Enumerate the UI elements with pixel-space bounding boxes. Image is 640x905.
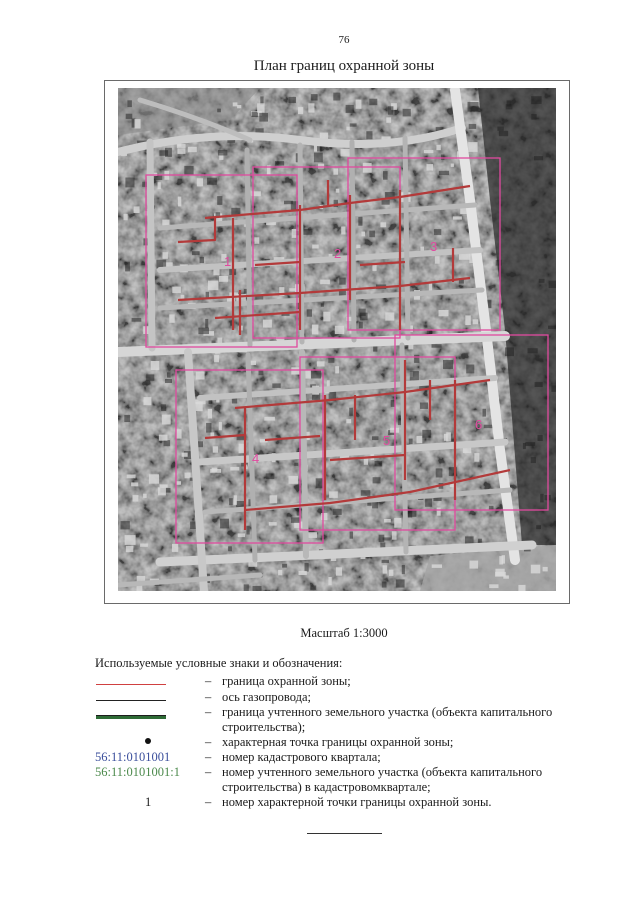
tree-shadow <box>361 490 371 496</box>
tree-shadow <box>272 383 280 388</box>
tree-shadow <box>346 105 354 113</box>
tree-shadow <box>536 525 541 529</box>
tree-shadow <box>291 517 300 523</box>
tree-shadow <box>165 379 172 383</box>
tree-shadow <box>127 100 131 107</box>
tree-shadow <box>436 468 443 477</box>
tree-shadow <box>184 166 193 176</box>
tree-shadow <box>339 278 346 285</box>
building-roof <box>356 100 362 109</box>
tree-shadow <box>192 251 200 255</box>
building-roof <box>424 150 434 153</box>
building-roof <box>427 164 434 171</box>
building-roof <box>356 245 360 249</box>
building-roof <box>436 145 440 150</box>
building-roof <box>383 565 388 573</box>
building-roof <box>453 216 462 219</box>
tree-shadow <box>432 344 442 348</box>
tree-shadow <box>434 229 441 235</box>
building-roof <box>237 105 241 108</box>
tree-shadow <box>229 498 233 505</box>
legend-text: ось газопровода; <box>222 690 312 704</box>
building-roof <box>312 245 319 249</box>
building-roof <box>219 422 222 430</box>
legend-dash: – <box>205 690 212 704</box>
green-line-icon <box>96 715 166 719</box>
tree-shadow <box>350 532 353 539</box>
building-roof <box>346 419 351 423</box>
tree-shadow <box>538 435 543 441</box>
zone-label-6: 6 <box>475 417 483 432</box>
building-roof <box>131 482 138 486</box>
building-roof <box>473 319 478 324</box>
tree-shadow <box>496 260 502 266</box>
red-line-icon <box>96 684 166 685</box>
legend-dash: – <box>205 674 212 688</box>
building-roof <box>219 276 228 282</box>
tree-shadow <box>314 153 323 163</box>
building-roof <box>468 142 477 152</box>
building-roof <box>160 484 168 487</box>
building-roof <box>214 355 219 362</box>
road <box>150 142 152 348</box>
legend-item-pipeline-axis <box>95 690 565 705</box>
tree-shadow <box>383 171 388 180</box>
building-roof <box>213 269 219 276</box>
building-roof <box>158 487 166 495</box>
street <box>352 142 354 340</box>
building-roof <box>208 409 212 419</box>
zone-label-2: 2 <box>334 246 342 261</box>
building-roof <box>213 446 218 452</box>
building-roof <box>380 222 386 227</box>
tree-shadow <box>206 423 211 433</box>
building-roof <box>333 169 338 175</box>
tree-shadow <box>161 404 166 411</box>
building-roof <box>270 495 278 503</box>
tree-shadow <box>303 229 313 235</box>
end-rule <box>307 833 382 834</box>
building-roof <box>308 103 314 112</box>
tree-shadow <box>205 319 208 328</box>
building-roof <box>474 453 479 462</box>
page-title: План границ охранной зоны <box>253 58 435 74</box>
tree-shadow <box>220 519 229 529</box>
building-roof <box>196 372 205 380</box>
building-roof <box>208 281 218 291</box>
building-roof <box>470 561 479 569</box>
building-roof <box>336 567 342 575</box>
building-roof <box>169 314 174 322</box>
building-roof <box>134 206 140 213</box>
building-roof <box>385 312 394 320</box>
tree-shadow <box>468 102 479 112</box>
tree-shadow <box>316 478 323 488</box>
tree-shadow <box>388 106 394 114</box>
legend-symbol <box>95 765 200 780</box>
legend-item-characteristic-point <box>95 735 565 750</box>
tree-shadow <box>275 161 284 166</box>
tree-shadow <box>207 178 217 185</box>
building-roof <box>499 556 503 564</box>
building-roof <box>151 361 160 370</box>
tree-shadow <box>539 279 545 283</box>
building-roof <box>149 474 159 483</box>
building-roof <box>335 366 339 373</box>
building-roof <box>263 320 272 328</box>
tree-shadow <box>373 346 377 351</box>
page-number: 76 <box>338 34 350 46</box>
tree-shadow <box>321 303 324 307</box>
building-roof <box>323 312 330 322</box>
tree-shadow <box>535 382 543 387</box>
legend-text: характерная точка границы охранной зоны; <box>222 735 454 749</box>
legend-item-land-plot-number <box>95 765 565 794</box>
tree-shadow <box>253 586 262 591</box>
legend-text: номер учтенного земельного участка (объекта капитального строительства) в кадастровомквартале; <box>222 765 543 794</box>
tree-shadow <box>167 372 171 377</box>
tree-shadow <box>540 494 544 503</box>
tree-shadow <box>373 477 381 483</box>
tree-shadow <box>305 563 309 572</box>
building-roof <box>417 436 423 443</box>
tree-shadow <box>420 403 428 409</box>
building-roof <box>269 522 277 526</box>
legend-item-point-number <box>95 795 565 810</box>
tree-shadow <box>246 526 249 535</box>
tree-shadow <box>350 123 357 126</box>
tree-shadow <box>125 262 130 272</box>
building-roof <box>543 567 548 572</box>
tree-shadow <box>252 112 258 117</box>
tree-shadow <box>165 148 172 157</box>
building-roof <box>495 569 504 576</box>
tree-shadow <box>484 425 493 428</box>
tree-shadow <box>403 109 411 117</box>
building-roof <box>185 473 191 479</box>
building-roof <box>159 435 168 441</box>
building-roof <box>328 577 331 585</box>
legend-item-zone-boundary <box>95 674 565 689</box>
legend-dash: – <box>205 765 212 779</box>
tree-shadow <box>548 326 556 329</box>
map-frame <box>104 80 570 604</box>
building-roof <box>386 117 391 122</box>
building-roof <box>172 287 181 294</box>
tree-shadow <box>506 104 513 109</box>
tree-shadow <box>549 281 556 289</box>
tree-shadow <box>383 537 391 540</box>
tree-shadow <box>307 309 312 316</box>
tree-shadow <box>294 463 298 466</box>
building-roof <box>318 164 324 169</box>
tree-shadow <box>466 365 474 374</box>
tree-shadow <box>382 582 387 588</box>
tree-shadow <box>146 374 154 380</box>
tree-shadow <box>369 99 377 106</box>
land-plot-code: 56:11:0101001:1 <box>95 765 180 779</box>
tree-shadow <box>206 292 209 298</box>
building-roof <box>317 361 325 366</box>
tree-shadow <box>391 400 395 407</box>
tree-shadow <box>439 171 449 175</box>
building-roof <box>489 584 498 588</box>
building-roof <box>346 127 349 131</box>
building-roof <box>230 467 239 471</box>
tree-shadow <box>505 347 514 356</box>
building-roof <box>257 103 265 112</box>
legend-symbol <box>95 705 200 720</box>
legend-symbol <box>95 795 200 810</box>
building-roof <box>133 495 139 502</box>
building-roof <box>429 283 432 291</box>
building-roof <box>437 508 441 516</box>
legend-heading: Используемые условные знаки и обозначения: <box>95 656 343 670</box>
tree-shadow <box>497 127 503 131</box>
tree-shadow <box>469 124 477 129</box>
building-roof <box>125 535 136 545</box>
building-roof <box>392 531 397 540</box>
tree-shadow <box>125 178 134 188</box>
building-roof <box>291 367 300 374</box>
building-roof <box>144 397 152 405</box>
tree-shadow <box>218 150 227 156</box>
legend-text: граница учтенного земельного участка (объекта капитального строительства); <box>222 705 553 734</box>
building-roof <box>341 227 345 235</box>
building-roof <box>299 571 307 575</box>
building-roof <box>234 495 237 505</box>
tree-shadow <box>200 257 204 263</box>
building-roof <box>298 107 303 114</box>
building-roof <box>124 214 128 221</box>
building-roof <box>394 518 401 528</box>
tree-shadow <box>483 409 487 417</box>
map-image <box>118 88 556 591</box>
building-roof <box>389 570 393 576</box>
legend-dash: – <box>205 705 212 719</box>
building-roof <box>312 325 318 335</box>
building-roof <box>446 432 451 441</box>
building-roof <box>177 148 185 154</box>
point-number-sample: 1 <box>145 795 152 809</box>
legend-dash: – <box>205 795 212 809</box>
building-roof <box>320 280 330 285</box>
tree-shadow <box>402 565 405 574</box>
building-roof <box>182 453 188 457</box>
tree-shadow <box>372 436 379 440</box>
building-roof <box>384 519 391 523</box>
legend-symbol <box>95 735 200 750</box>
tree-shadow <box>409 439 413 445</box>
legend-item-land-plot-boundary <box>95 705 565 734</box>
building-roof <box>289 288 297 291</box>
building-roof <box>292 229 297 238</box>
building-roof <box>336 189 340 193</box>
tree-shadow <box>425 499 432 507</box>
tree-shadow <box>525 442 535 446</box>
tree-shadow <box>217 109 221 113</box>
tree-shadow <box>531 114 536 120</box>
building-roof <box>305 370 311 378</box>
tree-shadow <box>349 408 353 416</box>
building-roof <box>435 256 440 264</box>
building-roof <box>329 491 338 498</box>
tree-shadow <box>396 579 405 587</box>
building-roof <box>289 476 299 484</box>
building-roof <box>465 315 471 325</box>
tree-shadow <box>528 348 538 353</box>
building-roof <box>143 494 147 498</box>
legend-text: номер кадастрового квартала; <box>222 750 381 764</box>
tree-shadow <box>132 318 142 322</box>
black-dot-icon <box>145 738 151 744</box>
tree-shadow <box>382 560 389 563</box>
building-roof <box>197 178 203 186</box>
map-scale: Масштаб 1:3000 <box>300 626 388 640</box>
building-roof <box>158 182 161 189</box>
building-roof <box>531 565 541 574</box>
legend-dash: – <box>205 750 212 764</box>
building-roof <box>451 164 454 167</box>
tree-shadow <box>311 369 321 378</box>
building-roof <box>188 147 197 153</box>
tree-shadow <box>259 371 264 376</box>
building-roof <box>162 415 171 425</box>
building-roof <box>363 163 372 173</box>
tree-shadow <box>311 94 318 100</box>
legend-dash: – <box>205 735 212 749</box>
tree-shadow <box>333 93 340 101</box>
building-roof <box>135 119 141 128</box>
building-roof <box>321 513 327 520</box>
tree-shadow <box>410 371 419 380</box>
tree-shadow <box>124 415 130 422</box>
tree-shadow <box>366 131 372 139</box>
tree-shadow <box>126 114 133 119</box>
street <box>302 352 306 556</box>
legend-text: граница охранной зоны; <box>222 674 351 688</box>
building-roof <box>518 585 525 591</box>
building-roof <box>439 310 449 316</box>
building-roof <box>264 417 275 421</box>
tree-shadow <box>228 546 232 551</box>
tree-shadow <box>551 385 556 392</box>
tree-shadow <box>358 217 362 226</box>
tree-shadow <box>198 328 209 335</box>
building-roof <box>163 252 168 259</box>
tree-shadow <box>282 564 287 568</box>
black-line-icon <box>96 700 166 701</box>
cadastral-quarter-code: 56:11:0101001 <box>95 750 171 764</box>
tree-shadow <box>310 586 316 590</box>
building-roof <box>341 149 351 157</box>
tree-shadow <box>360 313 368 321</box>
tree-shadow <box>422 430 431 438</box>
zone-label-4: 4 <box>252 451 260 466</box>
building-roof <box>126 546 134 553</box>
building-roof <box>308 532 317 538</box>
building-roof <box>254 237 259 244</box>
legend-symbol <box>95 750 200 765</box>
tree-shadow <box>266 473 275 479</box>
legend-symbol <box>95 690 200 705</box>
tree-shadow <box>259 113 268 122</box>
tree-shadow <box>382 200 390 205</box>
tree-shadow <box>531 457 536 463</box>
tree-shadow <box>359 322 363 329</box>
tree-shadow <box>414 355 419 363</box>
zone-label-5: 5 <box>383 433 391 448</box>
legend-item-cadastral-quarter <box>95 750 565 765</box>
building-roof <box>335 326 344 334</box>
building-roof <box>178 197 181 207</box>
tree-shadow <box>443 360 453 369</box>
tree-shadow <box>217 196 222 205</box>
tree-shadow <box>289 97 297 103</box>
tree-shadow <box>531 96 541 104</box>
tree-shadow <box>369 231 375 238</box>
building-roof <box>432 564 442 568</box>
tree-shadow <box>441 155 444 160</box>
tree-shadow <box>534 156 543 160</box>
tree-shadow <box>244 584 249 591</box>
building-roof <box>238 533 245 537</box>
building-roof <box>278 570 282 575</box>
building-roof <box>361 232 365 237</box>
building-roof <box>172 544 178 552</box>
tree-shadow <box>121 521 130 529</box>
legend-symbol <box>95 674 200 689</box>
building-roof <box>233 102 238 106</box>
legend-text: номер характерной точки границы охранной зоны. <box>222 795 492 809</box>
building-roof <box>210 469 221 473</box>
building-roof <box>140 544 148 547</box>
tree-shadow <box>499 131 508 136</box>
tree-shadow <box>375 461 383 467</box>
building-roof <box>127 475 136 479</box>
tree-shadow <box>164 440 171 446</box>
street <box>405 138 408 338</box>
zone-label-3: 3 <box>430 239 438 254</box>
zone-label-1: 1 <box>224 254 232 269</box>
tree-shadow <box>333 509 342 515</box>
